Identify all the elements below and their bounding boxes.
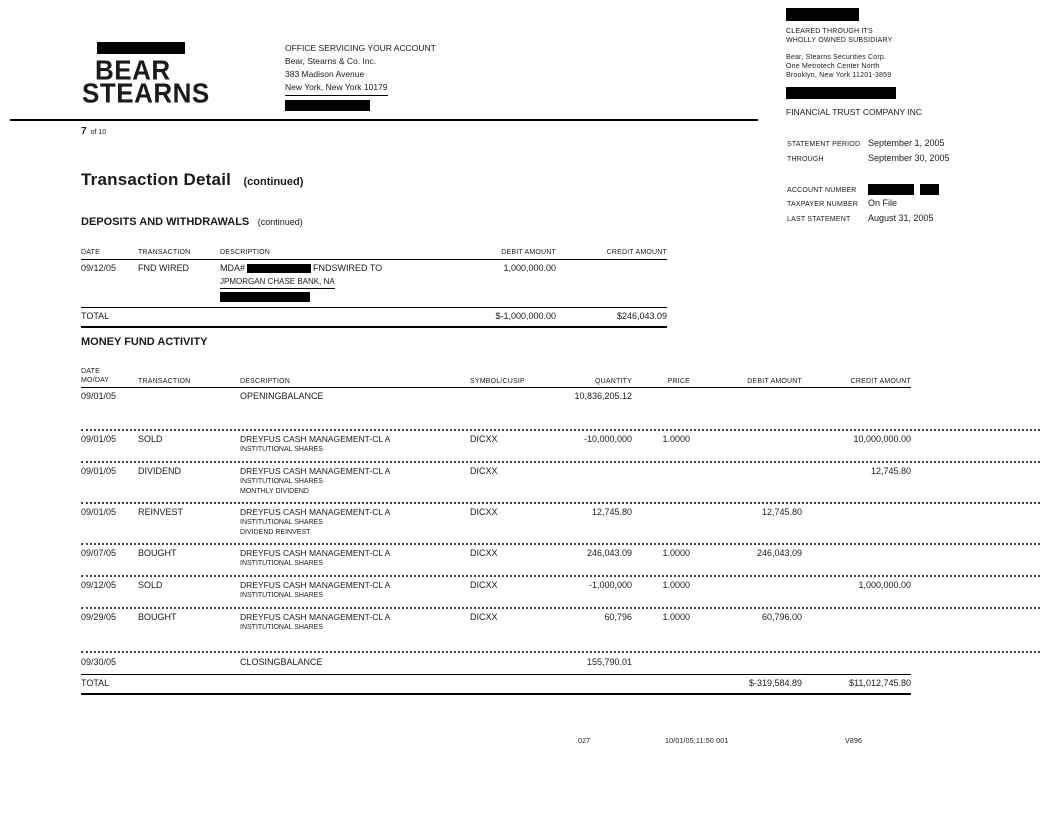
row-debit [690, 580, 802, 601]
row-quantity: 246,043.09 [586, 548, 632, 558]
logo-text-stearns: STEARNS [82, 76, 210, 110]
redaction-bar-clearing-bottom [786, 87, 896, 99]
redaction-bar-account-2 [920, 184, 939, 195]
row-transaction: SOLD [138, 434, 163, 444]
money-fund-row-1 [81, 463, 1040, 502]
page-number [81, 126, 106, 137]
deposits-row-transaction: FND WIRED [138, 263, 189, 273]
redaction-bar-description-2 [220, 292, 310, 302]
taxpayer-number-row [787, 198, 1037, 208]
row-credit [802, 612, 911, 633]
row-date: 09/01/05 [81, 434, 117, 444]
money-fund-total-credit: $11,012,745.80 [849, 678, 911, 688]
deposits-header-credit: CREDIT AMOUNT [606, 249, 667, 256]
money-fund-heading-text: MONEY FUND ACTIVITY [81, 336, 208, 348]
deposits-total-row [81, 308, 667, 328]
row-debit: 246,043.09 [756, 548, 802, 558]
row-credit: 1,000,000.00 [858, 580, 911, 590]
money-fund-header-description: DESCRIPTION [240, 378, 291, 385]
page-title-text: Transaction Detail [81, 170, 232, 189]
taxpayer-number-label: TAXPAYER NUMBER [787, 201, 859, 208]
row-credit: 10,000,000.00 [853, 434, 911, 444]
row-credit: 12,745.80 [870, 466, 911, 476]
deposits-header-row [81, 249, 667, 260]
row-transaction: BOUGHT [138, 612, 177, 622]
redaction-bar-office [285, 100, 370, 111]
row-price: 1.0000 [662, 434, 690, 444]
deposits-header-description: DESCRIPTION [220, 249, 271, 256]
account-number-label: ACCOUNT NUMBER [787, 187, 857, 194]
money-fund-section-heading [81, 332, 208, 350]
through-label: THROUGH [787, 156, 824, 163]
row-symbol: DICXX [470, 612, 498, 622]
statement-period-row [787, 138, 1037, 148]
deposits-row-date: 09/12/05 [81, 263, 117, 273]
money-fund-row-2 [81, 504, 1040, 543]
deposits-heading-continued: (continued) [257, 217, 303, 227]
taxpayer-number-value: On File [868, 198, 898, 208]
row-debit [690, 434, 802, 455]
deposits-heading-text: DEPOSITS AND WITHDRAWALS [81, 216, 250, 228]
money-fund-table [81, 367, 1040, 695]
row-transaction: SOLD [138, 580, 163, 590]
row-transaction: REINVEST [138, 507, 184, 517]
money-fund-opening-row [81, 388, 1040, 408]
row-debit [690, 466, 802, 496]
row-symbol: DICXX [470, 507, 498, 517]
opening-date: 09/01/05 [81, 391, 117, 401]
row-price: 1.0000 [662, 612, 690, 622]
row-date: 09/29/05 [81, 612, 117, 622]
row-date: 09/01/05 [81, 466, 117, 476]
through-value: September 30, 2005 [868, 153, 950, 163]
money-fund-header-debit: DEBIT AMOUNT [747, 378, 802, 385]
redaction-bar-above-logo [97, 42, 185, 54]
office-line-3: 383 Madison Avenue [285, 69, 365, 79]
money-fund-total-row [81, 675, 911, 695]
row-symbol: DICXX [470, 548, 498, 558]
statement-period-label: STATEMENT PERIOD [787, 141, 861, 148]
deposits-header-transaction: TRANSACTION [138, 249, 191, 256]
closing-date: 09/30/05 [81, 657, 117, 667]
closing-quantity: 155,790.01 [586, 657, 632, 667]
row-description: DREYFUS CASH MANAGEMENT-CL A INSTITUTIONAL SHARES [240, 434, 391, 453]
money-fund-header-price: PRICE [667, 378, 690, 385]
money-fund-total-debit: $-319,584.89 [748, 678, 802, 688]
row-symbol: DICXX [470, 580, 498, 590]
closing-description: CLOSINGBALANCE [240, 657, 323, 667]
money-fund-header-row [81, 367, 911, 388]
office-line-2: Bear, Stearns & Co. Inc. [285, 56, 377, 66]
clearing-block [786, 8, 1026, 118]
page-number-value: 7 [81, 126, 87, 137]
row-description: DREYFUS CASH MANAGEMENT-CL A INSTITUTIONAL SHARES [240, 612, 391, 631]
opening-description: OPENINGBALANCE [240, 391, 324, 401]
deposits-row-credit [556, 263, 667, 302]
row-quantity: -1,000,000 [588, 580, 632, 590]
row-symbol: DICXX [470, 466, 498, 476]
row-debit: 12,745.80 [761, 507, 802, 517]
money-fund-header-symbol: SYMBOL/CUSIP [470, 378, 525, 385]
row-price: 1.0000 [662, 580, 690, 590]
office-line-1: OFFICE SERVICING YOUR ACCOUNT [285, 43, 436, 53]
footer-code-left: 027 [578, 738, 591, 745]
row-date: 09/01/05 [81, 507, 117, 517]
row-credit [802, 548, 911, 569]
money-fund-row-4 [81, 577, 1040, 607]
money-fund-total-label: TOTAL [81, 678, 110, 688]
deposits-row-description [220, 263, 421, 302]
clearing-line-5: Brooklyn, New York 11201-3859 [786, 72, 892, 79]
row-symbol: DICXX [470, 434, 498, 444]
clearing-line-2: WHOLLY OWNED SUBSIDIARY [786, 37, 893, 44]
row-debit: 60,796.00 [761, 612, 802, 622]
financial-trust-company: FINANCIAL TRUST COMPANY INC [786, 107, 923, 117]
money-fund-row-5 [81, 609, 1040, 639]
footer-code-right: V896 [845, 738, 863, 745]
statement-period-value: September 1, 2005 [868, 138, 945, 148]
redaction-bar-description [247, 264, 311, 273]
row-description: DREYFUS CASH MANAGEMENT-CL A INSTITUTIONAL SHARES [240, 580, 391, 599]
row-description: DREYFUS CASH MANAGEMENT-CL A INSTITUTIONAL SHARES [240, 548, 391, 567]
deposits-desc-pre: MDA# [220, 263, 246, 273]
account-number-row [787, 184, 1037, 195]
redaction-bar-clearing-top [786, 8, 859, 21]
money-fund-header-quantity: QUANTITY [595, 378, 632, 385]
office-address-block [285, 42, 436, 111]
office-line-4: New York, New York 10179 [285, 81, 388, 96]
deposits-table [81, 249, 667, 328]
row-quantity: 60,796 [604, 612, 632, 622]
row-date: 09/07/05 [81, 548, 117, 558]
row-price [632, 466, 690, 496]
deposits-table-row [81, 260, 667, 308]
money-fund-header-credit: CREDIT AMOUNT [850, 378, 911, 385]
row-quantity: 12,745.80 [591, 507, 632, 517]
row-description: DREYFUS CASH MANAGEMENT-CL A INSTITUTIONAL SHARES DIVIDEND REINVEST [240, 507, 391, 536]
row-quantity: -10,000,000 [583, 434, 632, 444]
row-price [632, 507, 690, 537]
deposits-total-debit: $-1,000,000.00 [495, 311, 556, 321]
page-number-of: of 10 [90, 129, 107, 136]
page-title-continued: (continued) [243, 176, 304, 188]
deposits-desc-line2: JPMORGAN CHASE BANK, NA [220, 276, 335, 289]
deposits-desc-post: FNDSWIRED TO [313, 263, 383, 273]
clearing-line-1: CLEARED THROUGH ITS [786, 28, 873, 35]
row-price: 1.0000 [662, 548, 690, 558]
account-number-value [868, 184, 939, 195]
opening-quantity: 10,836,205.12 [574, 391, 632, 401]
clearing-line-4: One Metrotech Center North [786, 63, 880, 70]
row-transaction: BOUGHT [138, 548, 177, 558]
deposits-section-heading [81, 212, 303, 230]
deposits-total-credit: $246,043.09 [616, 311, 667, 321]
last-statement-label: LAST STATEMENT [787, 216, 851, 223]
last-statement-value: August 31, 2005 [868, 213, 934, 223]
header-rule [10, 119, 758, 121]
row-transaction: DIVIDEND [138, 466, 182, 476]
money-fund-header-transaction: TRANSACTION [138, 378, 191, 385]
redaction-bar-account-1 [868, 184, 914, 195]
row-quantity [546, 466, 632, 496]
money-fund-closing-row [81, 653, 911, 675]
last-statement-row [787, 213, 1037, 223]
logo-text-bear: BEAR [95, 53, 171, 87]
deposits-header-debit: DEBIT AMOUNT [501, 249, 556, 256]
money-fund-row-0 [81, 431, 1040, 461]
through-row [787, 153, 1037, 163]
page-title [81, 170, 303, 190]
deposits-row-debit: 1,000,000.00 [503, 263, 556, 273]
footer-timestamp: 10/01/05;11:50 001 [665, 738, 729, 745]
clearing-line-3: Bear, Stearns Securities Corp. [786, 54, 887, 61]
money-fund-row-3 [81, 545, 1040, 575]
deposits-header-date: DATE [81, 249, 100, 256]
deposits-total-label: TOTAL [81, 311, 110, 321]
money-fund-header-date: DATE MO/DAY [81, 368, 110, 384]
row-description: DREYFUS CASH MANAGEMENT-CL A INSTITUTIONAL SHARES MONTHLY DIVIDEND [240, 466, 391, 495]
bear-stearns-logo [82, 53, 210, 110]
row-date: 09/12/05 [81, 580, 117, 590]
row-credit [802, 507, 911, 537]
